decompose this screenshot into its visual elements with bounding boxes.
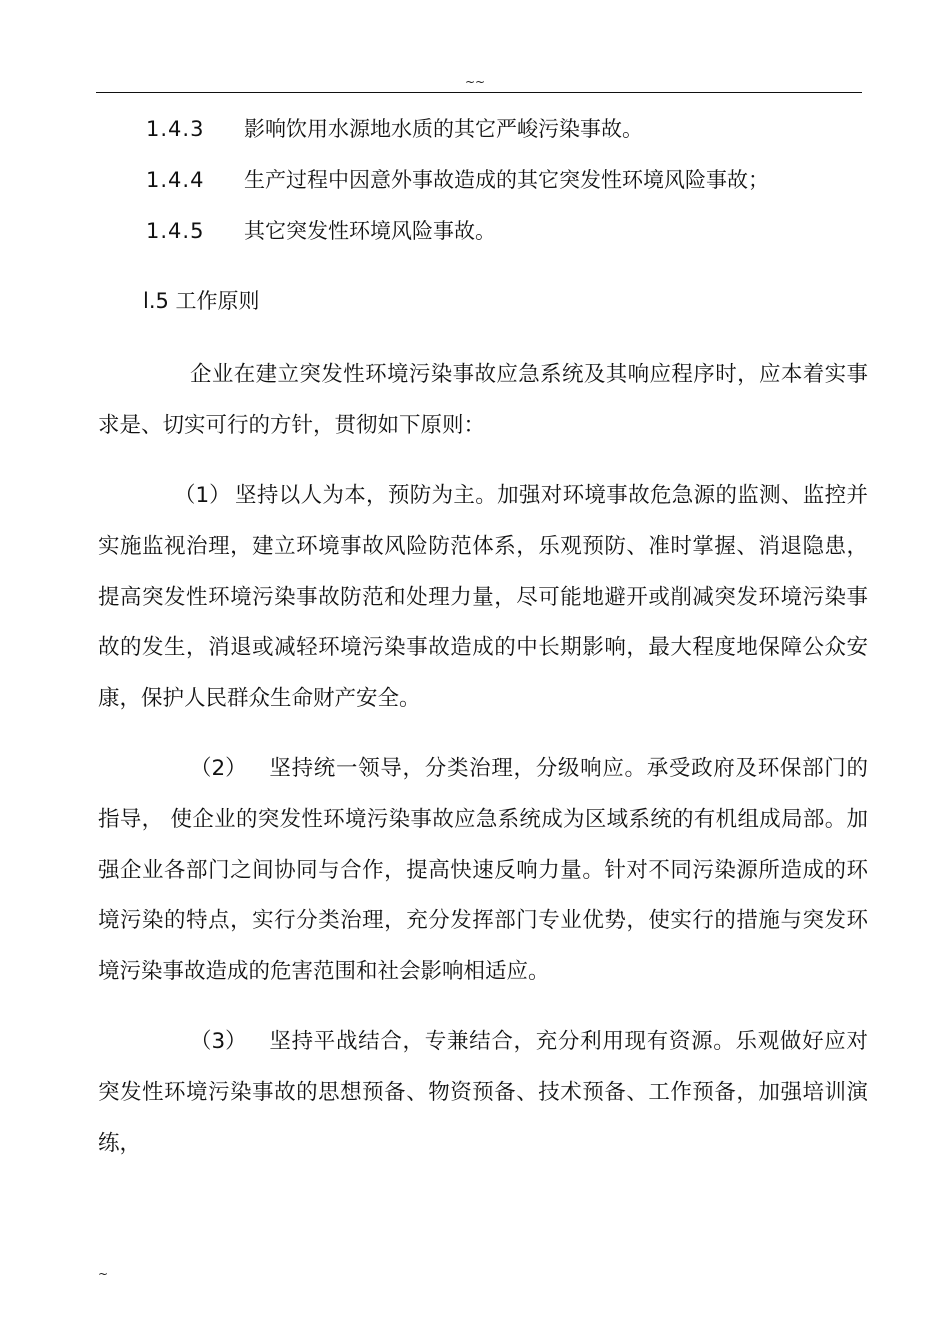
item-number: 1.4.4 bbox=[146, 168, 205, 192]
item-text: 其它突发性环境风险事故。 bbox=[244, 219, 496, 243]
item-text: 生产过程中因意外事故造成的其它突发性环境风险事故； bbox=[244, 168, 769, 192]
principle-3-paragraph bbox=[98, 1017, 868, 1169]
header-divider bbox=[96, 92, 862, 93]
list-item-1-4-4 bbox=[146, 167, 769, 193]
page-footer-mark: ~ bbox=[98, 1267, 109, 1281]
section-heading: l.5 工作原则 bbox=[143, 289, 260, 313]
list-item-1-4-5 bbox=[146, 218, 496, 244]
principle-3-label: （3） bbox=[190, 1029, 247, 1054]
principle-1-text: 坚持以人为本，预防为主。加强对环境事故危急源的监测、监控并实施监视治理，建立环境事故风险防范体系，乐观预防、准时掌握、消退隐患， 提高突发性环境污染事故防范和处理力量，尽可能地避开或削减突发环境污染事故的发生，消退或减轻环境污染事故造成的中长期影响，最大程度地保障公众安康，保护人民群众生命财产安全。 bbox=[98, 483, 868, 712]
principle-2-label: （2） bbox=[190, 756, 247, 781]
principle-3-text: 坚持平战结合，专兼结合，充分利用现有资源。乐观做好应对突发性环境污染事故的思想预备、物资预备、技术预备、工作预备，加强培训演练， bbox=[98, 1029, 868, 1156]
principle-2-paragraph bbox=[98, 744, 868, 998]
principle-2-text: 坚持统一领导，分类治理，分级响应。承受政府及环保部门的指导， 使企业的突发性环境污染事故应急系统成为区域系统的有机组成局部。加强企业各部门之间协同与合作，提高快速反响力量。针对不同污染源所造成的环境污染的特点，实行分类治理，充分发挥部门专业优势，使实行的措施与突发环境污染事故造成的危害范围和社会影响相适应。 bbox=[98, 756, 868, 985]
principle-1-label: （1） bbox=[174, 483, 231, 508]
list-item-1-4-3 bbox=[146, 116, 643, 142]
page-header-mark: ~~ bbox=[464, 75, 486, 89]
intro-paragraph: 企业在建立突发性环境污染事故应急系统及其响应程序时，应本着实事求是、切实可行的方针，贯彻如下原则： bbox=[98, 362, 868, 438]
item-number: 1.4.3 bbox=[146, 117, 205, 141]
principle-1-paragraph bbox=[98, 471, 868, 725]
item-text: 影响饮用水源地水质的其它严峻污染事故。 bbox=[244, 117, 643, 141]
item-number: 1.4.5 bbox=[146, 219, 205, 243]
